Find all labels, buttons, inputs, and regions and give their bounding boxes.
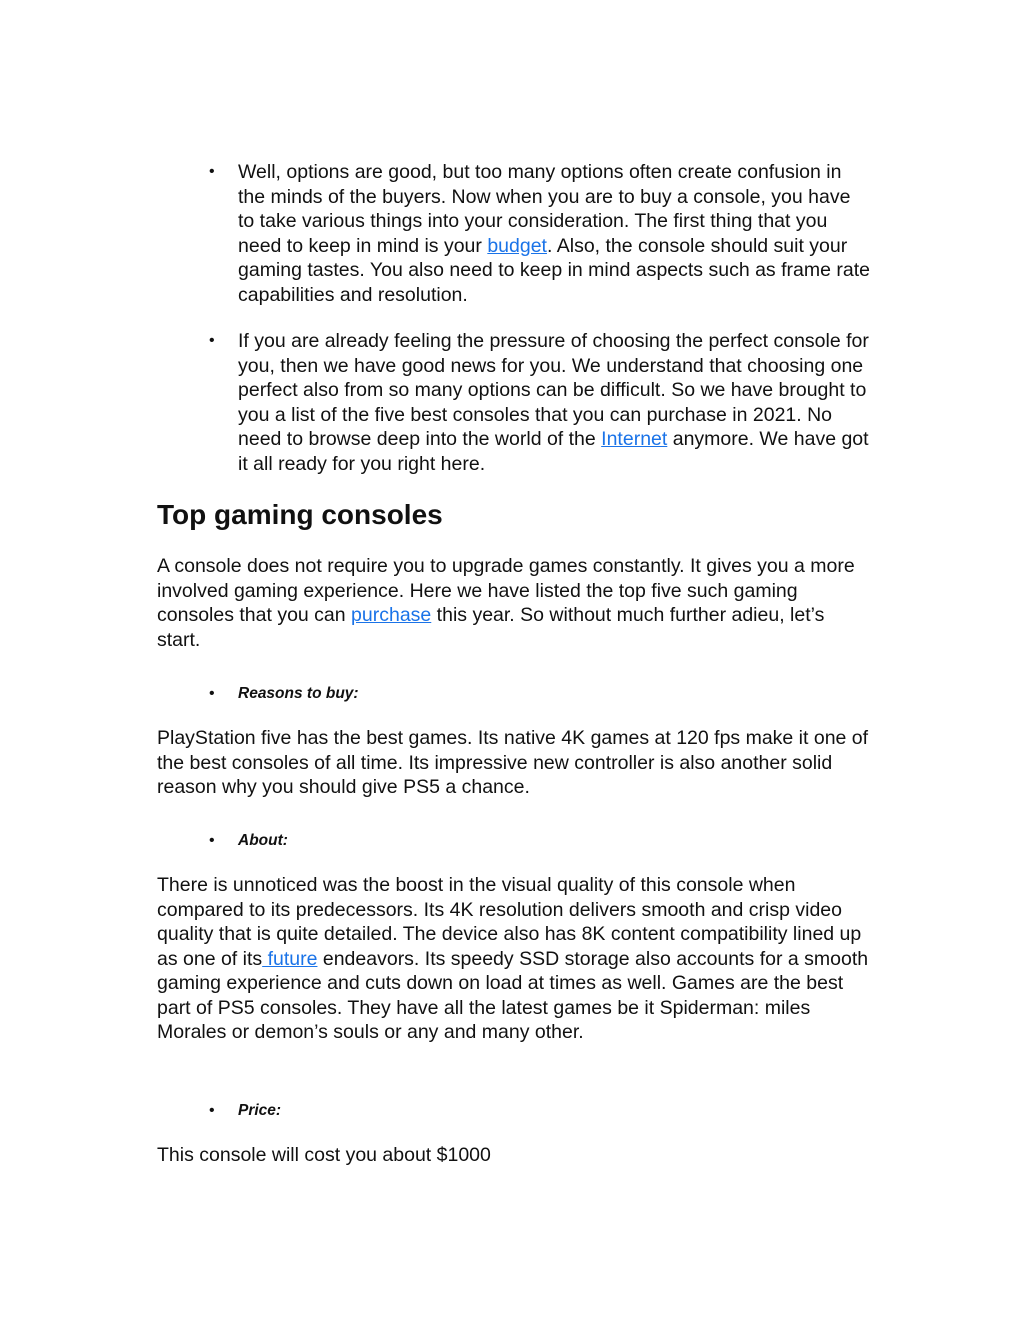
intro-text-after-link: this year. So without much further adieu, let’s start.	[157, 604, 825, 651]
about-text-after-link: endeavors. Its speedy SSD storage also accounts for a smooth gaming experience and cuts down on load at times as well. Games are the best part of PS5 consoles. They have all the latest games be it Spiderman: miles Morales or demon’s souls or any and many other.	[157, 947, 869, 1043]
reasons-paragraph: PlayStation five has the best games. Its native 4K games at 120 fps make it one of the best consoles of all time. Its impressive new controller is also another solid reason why you should give PS5 a chance.	[157, 727, 869, 798]
bullet-icon: •	[209, 163, 215, 180]
about-subheading	[209, 831, 288, 851]
internet-link[interactable]: Internet	[601, 428, 668, 450]
about-label: About:	[238, 832, 288, 849]
bullet-text-after-link: . Also, the console should suit your gaming tastes. You also need to keep in mind aspects such as frame rate capabilities and resolution.	[238, 234, 870, 306]
intro-paragraph	[157, 554, 872, 652]
reasons-label: Reasons to buy:	[238, 685, 359, 702]
intro-text-before-link: A console does not require you to upgrade games constantly. It gives you a more involved gaming experience. Here we have listed the top five such gaming consoles that you can	[157, 555, 855, 626]
bullet-icon: •	[209, 685, 215, 702]
bullet-icon: •	[209, 332, 215, 349]
bullet-text-before-link: Well, options are good, but too many options often create confusion in the minds of the buyers. Now when you are to buy a console, you have to take various things into your consideration. The first thing that you need to keep in mind is your	[238, 161, 851, 257]
bullet-icon: •	[209, 832, 215, 849]
future-link[interactable]: future	[262, 947, 318, 970]
purchase-link[interactable]: purchase	[351, 604, 432, 626]
budget-link[interactable]: budget	[487, 234, 547, 257]
bullet-icon: •	[209, 1102, 215, 1119]
bullet-text-after-link: anymore. We have got it all ready for you right here.	[238, 428, 869, 475]
bullet-text-before-link: If you are already feeling the pressure of choosing the perfect console for you, then we have good news for you. We understand that choosing one perfect also from so many options can be difficult. So we have brought to you a list of the five best consoles that you can purchase in 2021. No need to browse deep into the world of the	[238, 330, 869, 450]
about-text-before-link: There is unnoticed was the boost in the visual quality of this console when compared to its predecessors. Its 4K resolution delivers smooth and crisp video quality that is quite detailed. The device also has 8K content compatibility lined up as one of its	[157, 874, 862, 970]
about-paragraph	[157, 873, 872, 1045]
bullet-item-options	[209, 160, 872, 307]
price-paragraph: This console will cost you about $1000	[157, 1144, 491, 1166]
section-heading: Top gaming consoles	[157, 499, 443, 530]
price-label: Price:	[238, 1102, 282, 1119]
price-subheading	[209, 1101, 282, 1121]
reasons-subheading	[209, 684, 359, 704]
bullet-item-pressure	[209, 329, 872, 476]
